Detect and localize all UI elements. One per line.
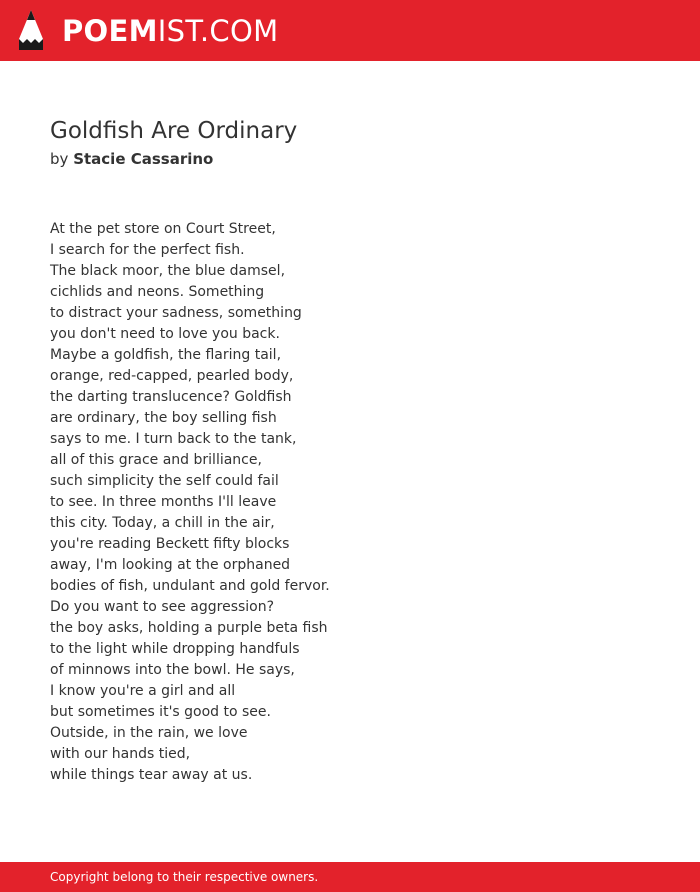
by-label: by	[50, 150, 69, 168]
poem-line: orange, red-capped, pearled body,	[50, 368, 294, 384]
site-header	[0, 0, 700, 61]
poem-title: Goldfish Are Ordinary	[50, 118, 298, 144]
poem-line: of minnows into the bowl. He says,	[50, 662, 295, 678]
poem-line: you don't need to love you back.	[50, 326, 280, 342]
poem-body	[50, 219, 330, 786]
poem-line: but sometimes it's good to see.	[50, 704, 271, 720]
poem-line: to see. In three months I'll leave	[50, 494, 277, 510]
poem-line: all of this grace and brilliance,	[50, 452, 262, 468]
brand-light: IST.COM	[157, 14, 279, 48]
brand-bold: POEM	[62, 14, 158, 48]
poem-line: says to me. I turn back to the tank,	[50, 431, 297, 447]
poem-line: Do you want to see aggression?	[50, 599, 275, 615]
poem-line: away, I'm looking at the orphaned	[50, 557, 291, 573]
poem-line: The black moor, the blue damsel,	[50, 263, 286, 279]
site-logo-text[interactable]	[62, 11, 278, 51]
poem-line: are ordinary, the boy selling fish	[50, 410, 277, 426]
poem-line: At the pet store on Court Street,	[50, 221, 276, 237]
poem-line: such simplicity the self could fail	[50, 473, 279, 489]
poem-line: the boy asks, holding a purple beta fish	[50, 620, 328, 636]
poem-line: I know you're a girl and all	[50, 683, 236, 699]
author-name: Stacie Cassarino	[73, 150, 214, 168]
poem-line: to distract your sadness, something	[50, 305, 302, 321]
poem-line: Outside, in the rain, we love	[50, 725, 248, 741]
poem-line: Maybe a goldfish, the flaring tail,	[50, 347, 282, 363]
poem-line: the darting translucence? Goldfish	[50, 389, 292, 405]
poem-line: you're reading Beckett fifty blocks	[50, 536, 290, 552]
poem-line: to the light while dropping handfuls	[50, 641, 300, 657]
site-footer	[0, 862, 700, 892]
poem-line: with our hands tied,	[50, 746, 191, 762]
pencil-logo-icon[interactable]	[18, 9, 44, 51]
copyright-text: Copyright belong to their respective owners.	[50, 870, 319, 884]
poem-line: cichlids and neons. Something	[50, 284, 265, 300]
poem-line: bodies of fish, undulant and gold fervor.	[50, 578, 330, 594]
poem-line: while things tear away at us.	[50, 767, 253, 783]
poem-line: I search for the perfect fish.	[50, 242, 245, 258]
byline	[50, 148, 213, 170]
poem-line: this city. Today, a chill in the air,	[50, 515, 275, 531]
